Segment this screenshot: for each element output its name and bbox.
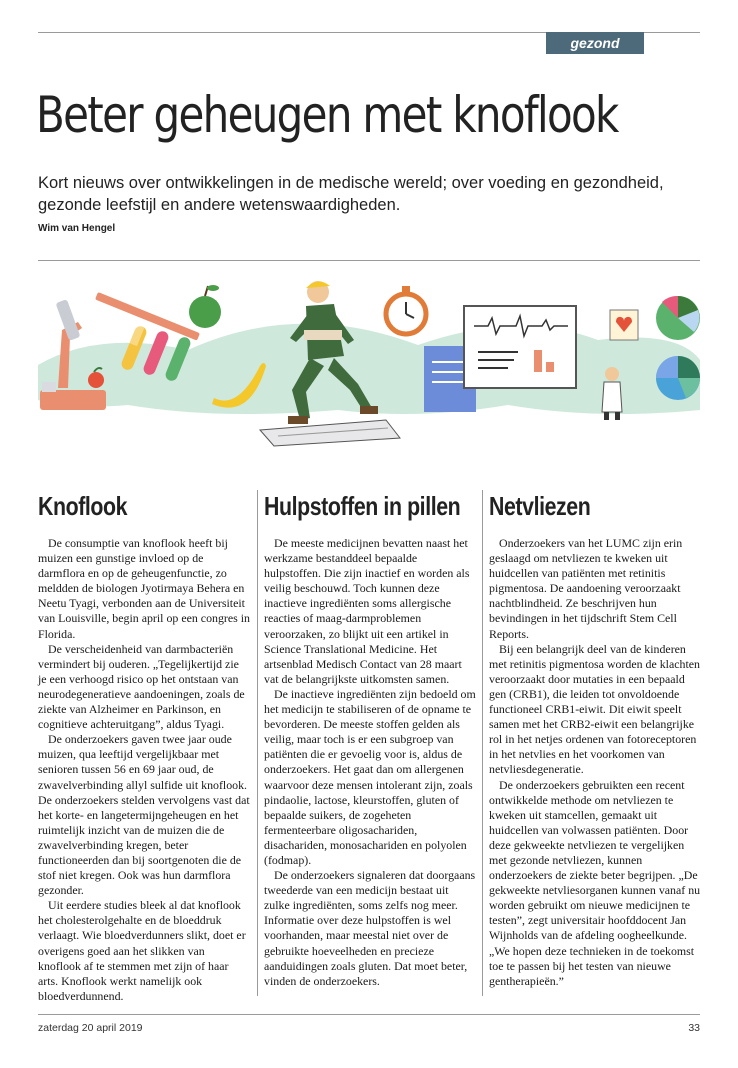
header-rule bbox=[38, 260, 700, 261]
article-heading: Netvliezen bbox=[489, 491, 591, 521]
article-paragraph: De onderzoekers signaleren dat doorgaans tweederde van een medicijn bestaat uit zulke ingrediënten, soms zelfs nog meer. Informatie over deze hulpstoffen is wel voorhanden, maar meestal niet over de gebruikte hoeveelheden en precieze aanduidingen zoals gluten. Dat moet beter, vinden de onderzoekers. bbox=[264, 868, 476, 988]
byline: Wim van Hengel bbox=[38, 223, 116, 234]
stopwatch-icon bbox=[386, 286, 426, 334]
article-paragraph: De onderzoekers gaven twee jaar oude muizen, qua leeftijd vergelijkbaar met senioren tussen 56 en 69 jaar oud, de zwavelverbinding allyl sulfide uit knoflook. De onderzoekers stelden vervolgens vast dat het korte- en langetermijngeheugen en het ruimtelijk inzicht van de muizen die de zwavelverbinding kregen, beter functioneerden dan bij soortgenoten die de stof niet kregen. Ook was hun darmflora gezonder. bbox=[38, 732, 250, 898]
article-paragraph: De inactieve ingrediënten zijn bedoeld om het medicijn te stabiliseren of de opname te bevorderen. De meeste stoffen gelden als veilig, maar toch is er een subgroep van patiënten die er gevoelig voor is, aldus de onderzoekers. Het gaat dan om allergenen waarvoor deze mensen intolerant zijn, zoals pindaolie, lactose, kleurstoffen, gluten of bepaalde suikers, de zogeheten fermenteerbare oligosachariden, disachariden, monosachariden en polyolen (fodmap). bbox=[264, 686, 476, 867]
article-paragraph: De onderzoekers gebruikten een recent ontwikkelde methode om netvliezen te kweken uit stamcellen, gemaakt uit huidcellen van volwassen patiënten. Door deze gekweekte netvliezen te vergelijken met gezonde netvliezen, kunnen onderzoekers de ziekte beter begrijpen. „De gekweekte netvliesorganen kunnen vanaf nu worden gebruikt om nieuwe medicijnen te testen”, zegt universitair hoofddocent Jan Wijnholds van de afdeling oogheelkunde. „We hopen deze technieken in de toekomst toe te passen bij het testen van nieuwe gentherapieën.” bbox=[489, 777, 701, 988]
pie-chart-icon bbox=[656, 296, 700, 340]
footer-date: zaterdag 20 april 2019 bbox=[38, 1022, 143, 1034]
monitor-icon bbox=[464, 306, 576, 388]
article-paragraph: Uit eerdere studies bleek al dat knoflook het cholesterolgehalte en de bloeddruk verlaagt. Wie bloedverdunners slikt, doet er overigens goed aan het slikken van knoflook af te stemmen met zijn of haar arts. Knoflook werkt namelijk ook bloedverdunnend. bbox=[38, 898, 246, 1003]
article-paragraph: Onderzoekers van het LUMC zijn erin geslaagd om netvliezen te kweken uit huidcellen van patiënten met retinitis pigmentosa. De aandoening veroorzaakt nachtblindheid. Ze beschrijven hun bevindingen in het tijdschrift Stem Cell Reports. bbox=[489, 536, 683, 641]
column-divider bbox=[482, 490, 483, 996]
heart-card-icon bbox=[610, 310, 638, 340]
lead-text: Kort nieuws over ontwikkelingen in de medische wereld; over voeding en gezondheid, gezonde leefstijl en andere wetenswaardigheden. bbox=[38, 174, 664, 214]
section-tag: gezond bbox=[546, 32, 644, 54]
article-paragraph: De verscheidenheid van darmbacteriën vermindert bij ouderen. „Tegelijkertijd zie je een verhoogd risico op het ontstaan van neurodegeneratieve aandoeningen, zoals de ziekte van Alzheimer en Parkinson, en cognitieve achteruitgang”, aldus Tyagi. bbox=[38, 641, 245, 732]
article-paragraph: De meeste medicijnen bevatten naast het werkzame bestanddeel bepaalde hulpstoffen. Die zijn inactief en worden als veilig beschouwd. Toch kunnen deze inactieve ingrediënten soms allergische reacties of maag-darmproblemen veroorzaken, zo blijkt uit een artikel in Science Translational Medicine. Het artsenblad Medisch Contact van 28 maart vat de belangrijkste uitkomsten samen. bbox=[264, 536, 470, 686]
article-knoflook bbox=[38, 488, 250, 1004]
pie-chart-icon bbox=[656, 356, 700, 400]
article-paragraph: Bij een belangrijk deel van de kinderen met retinitis pigmentosa worden de klachten veroorzaakt door mutaties in een bepaald gen (CRB1), die leiden tot onvoldoende functioneel CRB1-eiwit. Dit eiwit speelt samen met het CRB2-eiwit een belangrijke rol in het netjes ordenen van fotoreceptoren in het netvlies en het voorkomen van netvliesdegeneratie. bbox=[489, 641, 701, 777]
apple-icon bbox=[189, 285, 221, 328]
page-number: 33 bbox=[688, 1022, 700, 1034]
footer-rule bbox=[38, 1014, 700, 1015]
article-hulpstoffen bbox=[264, 488, 476, 989]
article-netvliezen bbox=[489, 488, 701, 989]
column-divider bbox=[257, 490, 258, 996]
article-heading: Hulpstoffen in pillen bbox=[264, 491, 461, 521]
article-paragraph: De consumptie van knoflook heeft bij muizen een gunstige invloed op de darmflora en op de geheugenfunctie, zo meldden de biologen Jyotirmaya Behera en Neetu Tyagi, verbonden aan de Universiteit van Louisville, begin april op een congres in Florida. bbox=[38, 536, 250, 641]
article-heading: Knoflook bbox=[38, 491, 128, 521]
page-title: Beter geheugen met knoflook bbox=[36, 86, 618, 144]
health-illustration bbox=[38, 270, 700, 450]
